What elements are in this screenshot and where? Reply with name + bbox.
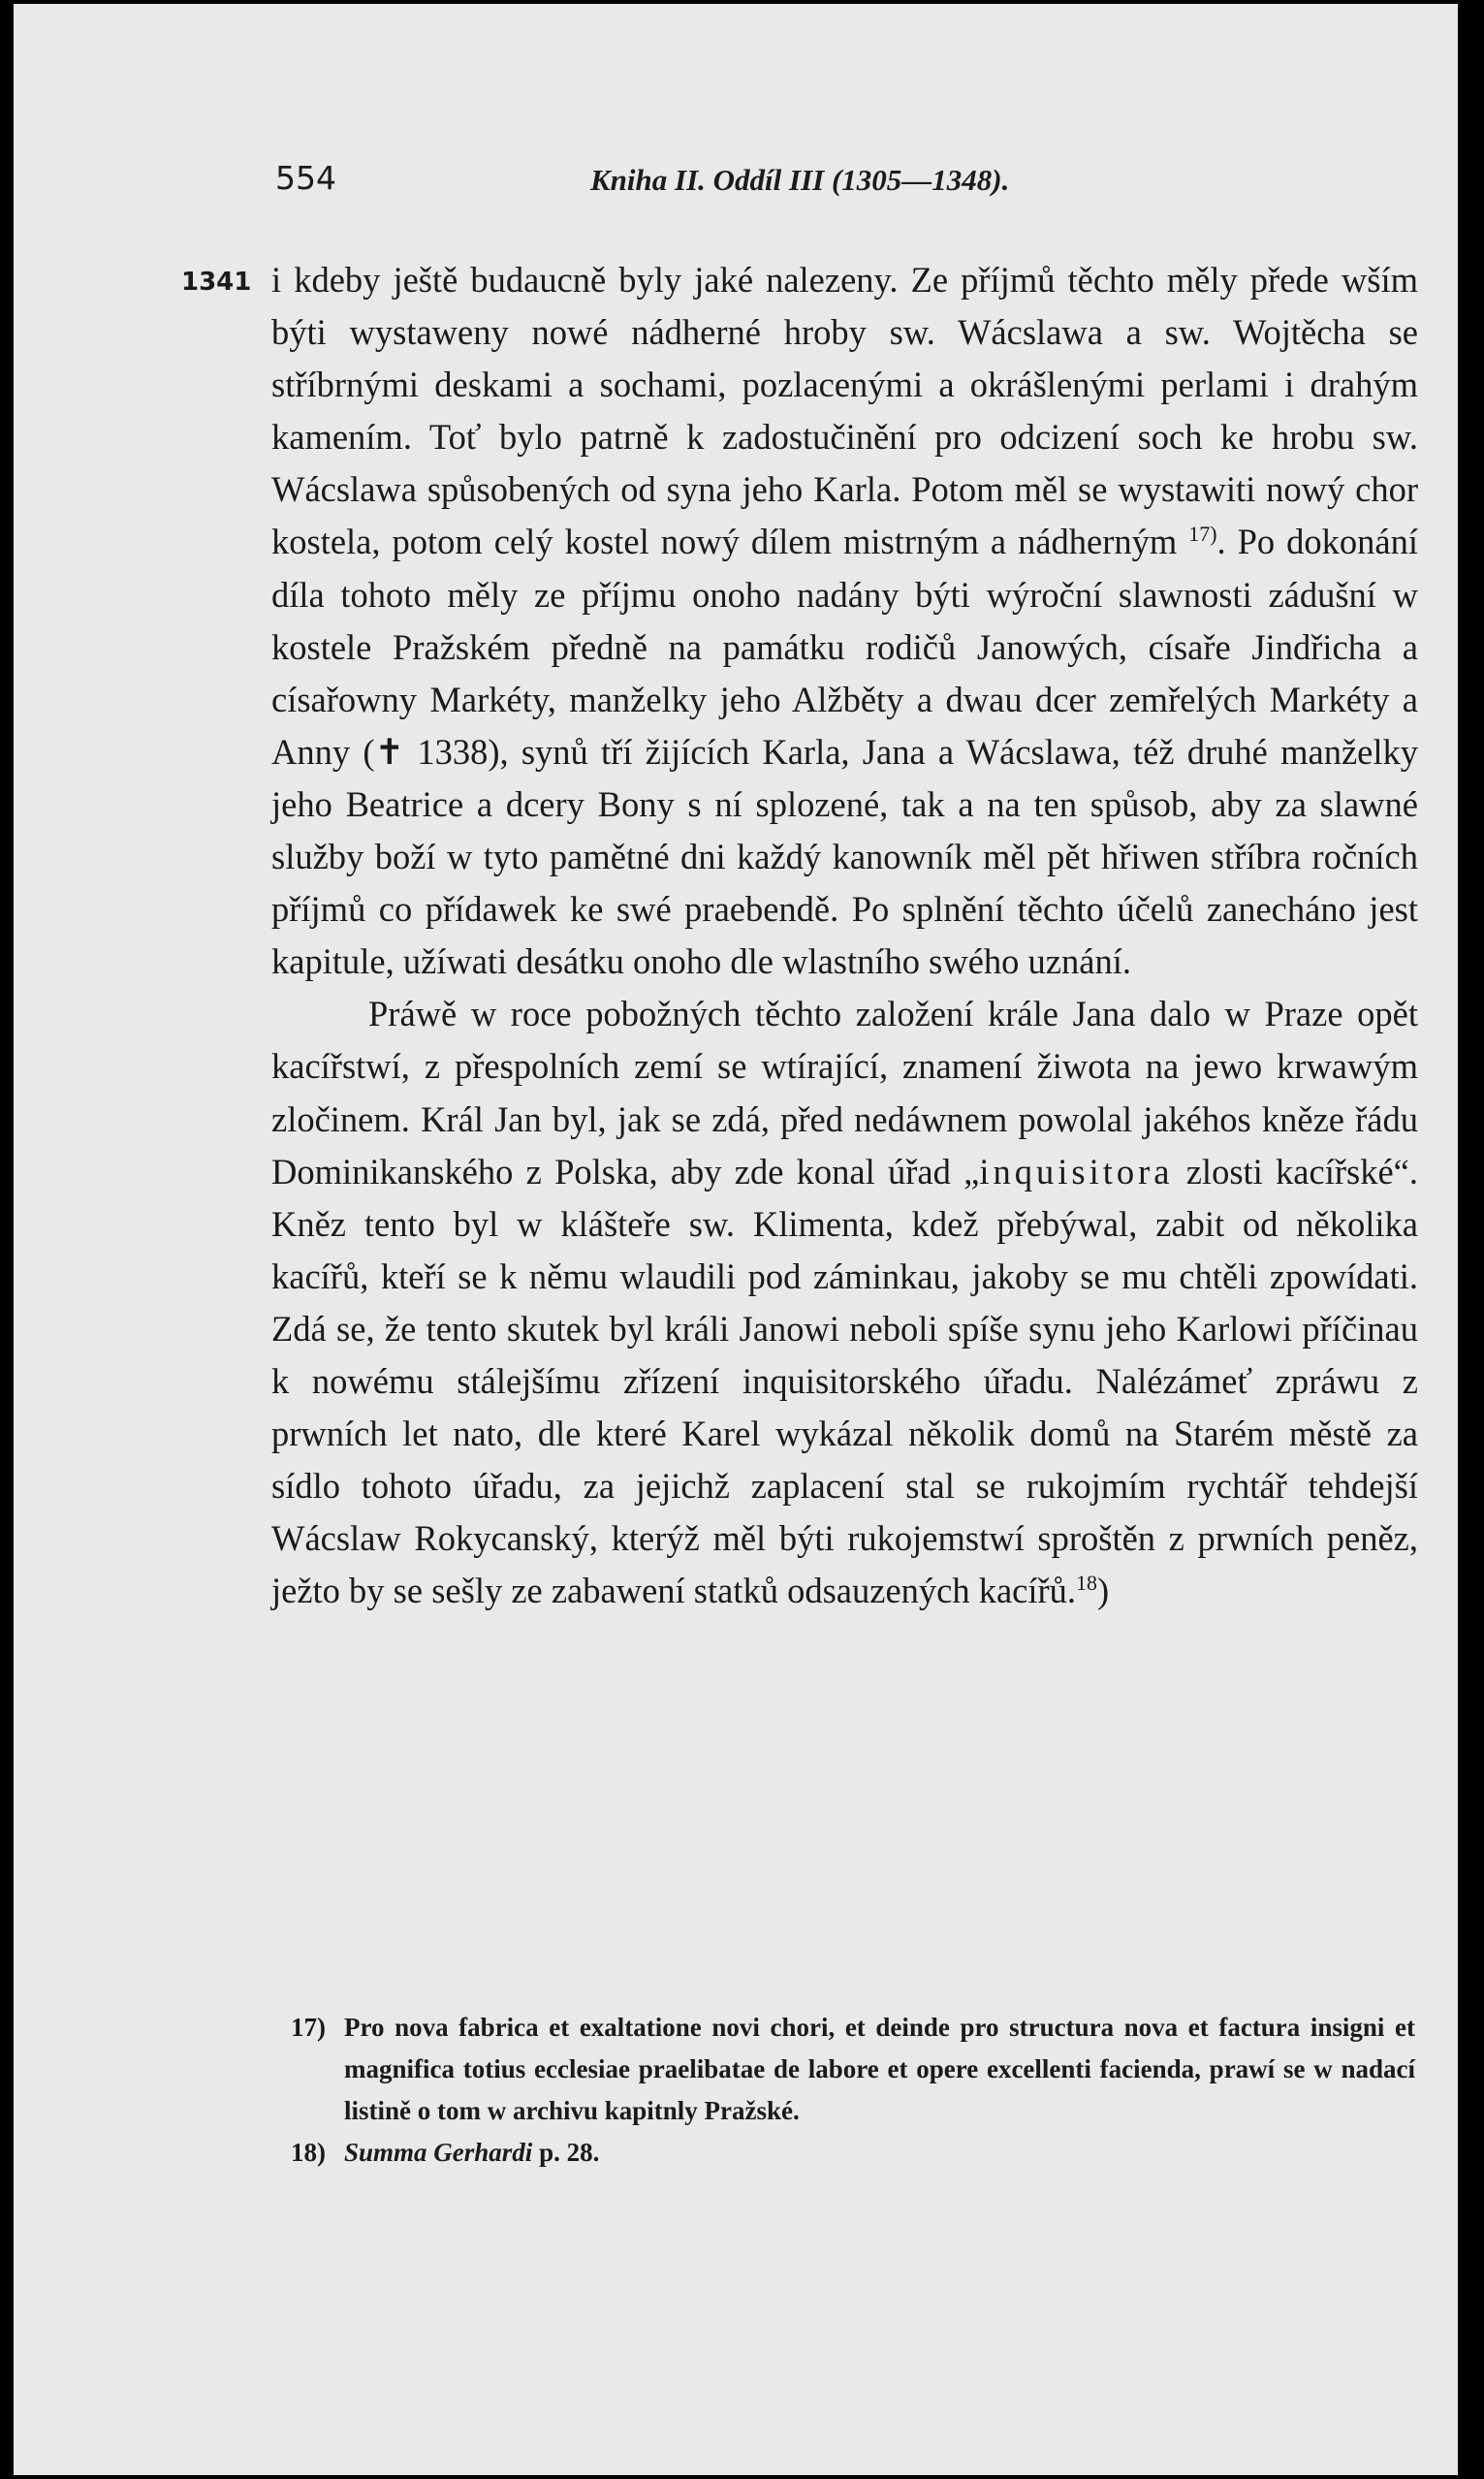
- footnote-ref-18: [1076, 1571, 1097, 1595]
- footnote-18-text: p. 28.: [532, 2138, 600, 2167]
- paragraph-1: [271, 254, 1418, 988]
- footnote-ref-18-number: 18: [1076, 1571, 1097, 1596]
- book-page: [14, 4, 1458, 2475]
- paragraph-2: [271, 988, 1418, 1617]
- footnote-ref-17: 17): [1188, 522, 1217, 547]
- footnote-17: [271, 2007, 1415, 2132]
- paragraph-2-text-b: zlosti kacířské“. Kněz tento byl w klášteře sw. Klimenta, kdež přebýwal, zabit od několika kacířů, kteří se k němu wlaudili pod záminkau, jakoby se mu chtěli zpowídati. Zdá se, že tento skutek byl králi Janowi neboli spíše synu jeho Karlowi příčinau k nowému stálejšímu zřízení inquisitorského úřadu. Nalézámeť zpráwu z prwních let nato, dle které Karel wykázal několik domů na Starém městě za sídlo tohoto úřadu, za jejichž zaplacení stal se rukojmím rychtář tehdejší Wácslaw Rokycanský, kterýž měl býti rukojemstwí sproštěn z prwních peněz, ježto by se sešly ze zabawení statků odsauzených kacířů.: [271, 1151, 1418, 1611]
- footnote-17-text: Pro nova fabrica et exaltatione novi chori, et deinde pro structura nova et factura insigni et magnifica totius ecclesiae praelibatae de labore et opere excellenti facienda, prawí se w nadací listině o tom w archivu kapitnly Pražské.: [344, 2013, 1415, 2125]
- paragraph-1-text-a: i kdeby ještě budaucně byly jaké nalezeny. Ze příjmů těchto měly přede wším býti wystaweny nowé nádherné hroby sw. Wácslawa a sw. Wojtěcha se stříbrnými deskami a sochami, pozlacenými a okrášlenými perlami i drahým kamením. Toť bylo patrně k zadostučinění pro odcizení soch ke hrobu sw. Wácslawa spůsobených od syna jeho Karla. Potom měl se wystawiti nowý chor kostela, potom celý kostel nowý dílem mistrným a nádherným: [271, 260, 1418, 562]
- running-title: Kniha II. Oddíl III (1305—1348).: [590, 163, 1010, 197]
- paragraph-2-text-c: ): [1096, 1571, 1110, 1611]
- footnote-18-marker: 18): [291, 2138, 326, 2167]
- footnote-18: [271, 2132, 1415, 2174]
- page-header: [275, 159, 1419, 217]
- paragraph-2-text-a: Práwě w roce pobožných těchto založení krále Jana dalo w Praze opět kacířstwí, z přespolních zemí se wtírající, znamení žiwota na jewo krwawým zločinem. Král Jan byl, jak se zdá, před nedáwnem powolal jakéhos kněze řádu Dominikanského z Polska, aby zde konal úřad „: [271, 994, 1418, 1192]
- footnote-17-marker: 17): [291, 2013, 326, 2042]
- footnotes: [271, 2007, 1415, 2174]
- paragraph-1-text-b: . Po dokonání díla tohoto měly ze příjmu onoho nadány býti wýroční slawnosti zádušní w kostele Pražském předně na památku rodičů Janowých, císaře Jindřicha a císařowny Markéty, manželky jeho Alžběty a dwau dcer zemřelých Markéty a Anny (✝ 1338), synů tří žijících Karla, Jana a Wácslawa, též druhé manželky jeho Beatrice a dcery Bony s ní splozené, tak a na ten spůsob, aby za slawné služby boží w tyto pamětné dni každý kanowník měl pět hřiwen stříbra ročních příjmů co přídawek ke swé praebendě. Po splnění těchto účelů zanecháno jest kapitule, užíwati desátku onoho dle wlastního swého uznání.: [271, 522, 1418, 982]
- footnote-18-source: Summa Gerhardi: [344, 2138, 533, 2167]
- page-number: 554: [275, 159, 336, 197]
- footnote-ref-17-number: 17: [1188, 522, 1211, 547]
- body-text: [271, 254, 1418, 1617]
- margin-year-note: 1341: [181, 268, 252, 297]
- inquisitor-word: inquisitora: [979, 1151, 1174, 1192]
